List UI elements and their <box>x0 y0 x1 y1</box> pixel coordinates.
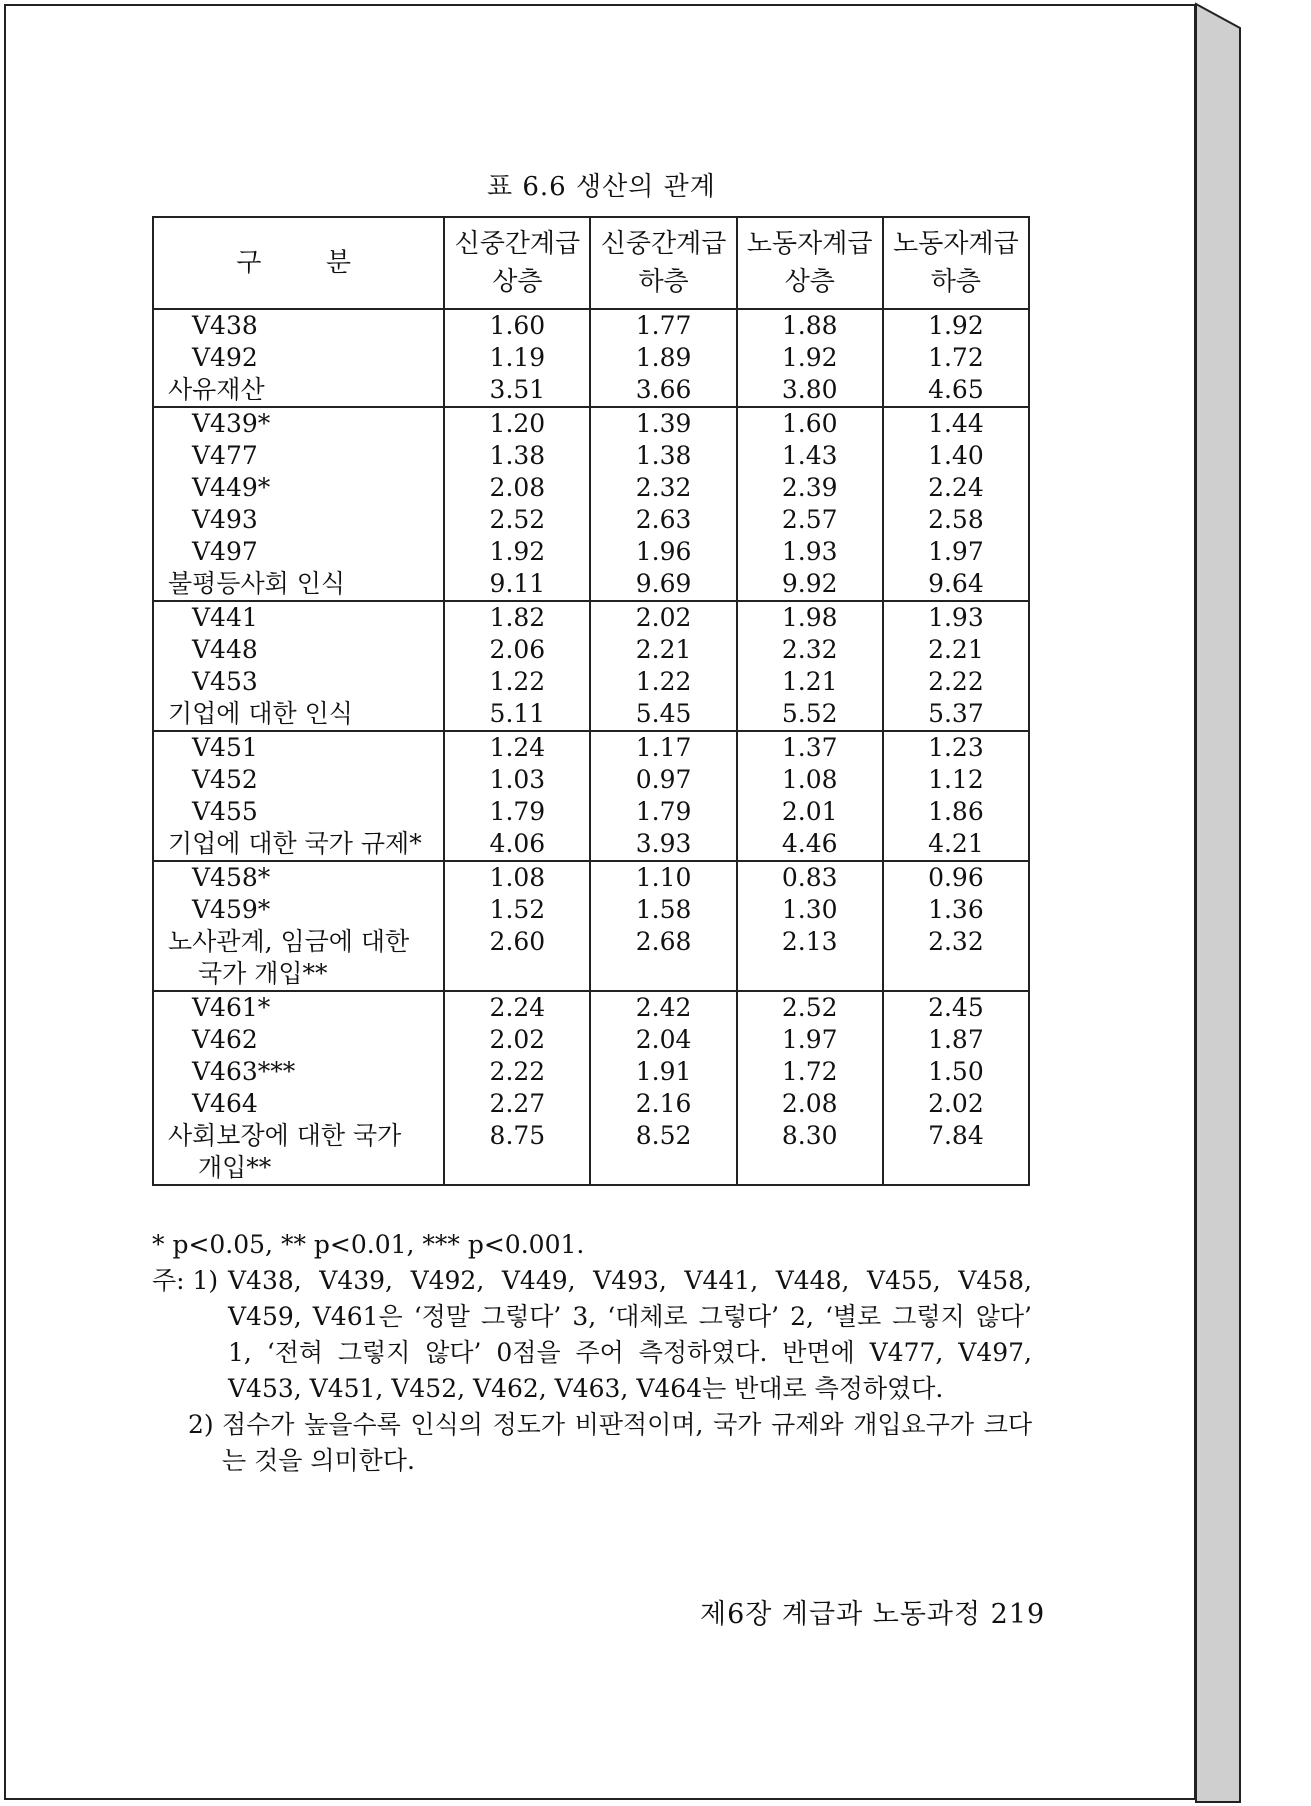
value-cell: 1.23 <box>883 731 1029 764</box>
value-cell: 1.72 <box>883 342 1029 374</box>
value-cell: 2.42 <box>590 991 736 1024</box>
value-cell: 2.02 <box>883 1088 1029 1120</box>
summary-label-cell <box>153 828 444 861</box>
value-cell: 1.79 <box>444 796 590 828</box>
summary-label-cell <box>153 926 444 991</box>
value-cell: 0.83 <box>737 861 883 894</box>
value-cell: 1.08 <box>444 861 590 894</box>
value-cell: 1.92 <box>444 536 590 568</box>
row-label: V452 <box>192 765 258 794</box>
value-cell: 0.97 <box>590 764 736 796</box>
table-row <box>153 991 1029 1024</box>
value-cell: 1.43 <box>737 440 883 472</box>
table-row <box>153 1024 1029 1056</box>
note-2-number: 2) <box>188 1410 214 1439</box>
value-cell: 1.91 <box>590 1056 736 1088</box>
table-row <box>153 634 1029 666</box>
item-label-cell <box>153 440 444 472</box>
value-cell: 1.08 <box>737 764 883 796</box>
item-label-cell <box>153 536 444 568</box>
value-cell: 4.21 <box>883 828 1029 861</box>
header-col-4: 노동자계급 하층 <box>883 217 1029 309</box>
value-cell: 4.06 <box>444 828 590 861</box>
header-col-1: 신중간계급 상층 <box>444 217 590 309</box>
row-label: V438 <box>192 311 258 340</box>
item-label-cell <box>153 796 444 828</box>
value-cell: 4.65 <box>883 374 1029 407</box>
value-cell: 1.58 <box>590 894 736 926</box>
header-label-cell <box>153 217 444 309</box>
table-body <box>153 309 1029 1185</box>
value-cell: 1.17 <box>590 731 736 764</box>
value-cell: 8.52 <box>590 1120 736 1185</box>
row-label: 불평등사회 인식 <box>168 569 345 598</box>
note-prefix: 주: 1) <box>152 1266 219 1295</box>
header-label-right: 분 <box>325 248 352 278</box>
page-footer: 제6장 계급과 노동과정 219 <box>700 1599 1046 1630</box>
value-cell: 3.93 <box>590 828 736 861</box>
value-cell: 1.22 <box>590 666 736 698</box>
value-cell: 1.98 <box>737 601 883 634</box>
item-label-cell <box>153 504 444 536</box>
item-label-cell <box>153 601 444 634</box>
row-label: V451 <box>192 733 258 762</box>
value-cell: 2.57 <box>737 504 883 536</box>
value-cell: 9.11 <box>444 568 590 601</box>
value-cell: 5.37 <box>883 698 1029 731</box>
item-label-cell <box>153 894 444 926</box>
value-cell: 1.22 <box>444 666 590 698</box>
table-row <box>153 309 1029 342</box>
value-cell: 2.22 <box>883 666 1029 698</box>
value-cell: 2.58 <box>883 504 1029 536</box>
table-row <box>153 1088 1029 1120</box>
significance-note: * p<0.05, ** p<0.01, *** p<0.001. <box>152 1230 585 1259</box>
value-cell: 1.38 <box>590 440 736 472</box>
value-cell: 1.97 <box>737 1024 883 1056</box>
notes <box>152 1227 1032 1479</box>
value-cell: 1.92 <box>737 342 883 374</box>
value-cell: 1.10 <box>590 861 736 894</box>
row-label: V492 <box>192 343 258 372</box>
value-cell: 2.39 <box>737 472 883 504</box>
value-cell: 1.52 <box>444 894 590 926</box>
item-label-cell <box>153 407 444 440</box>
value-cell: 2.08 <box>737 1088 883 1120</box>
value-cell: 1.88 <box>737 309 883 342</box>
value-cell: 1.93 <box>883 601 1029 634</box>
item-label-cell <box>153 1088 444 1120</box>
item-label-cell <box>153 342 444 374</box>
value-cell: 2.02 <box>590 601 736 634</box>
row-label: 기업에 대한 인식 <box>168 699 353 728</box>
note-2 <box>152 1407 1032 1479</box>
value-cell: 1.03 <box>444 764 590 796</box>
value-cell: 1.82 <box>444 601 590 634</box>
value-cell: 2.06 <box>444 634 590 666</box>
table-row <box>153 440 1029 472</box>
value-cell: 3.51 <box>444 374 590 407</box>
row-label: V453 <box>192 667 258 696</box>
row-label: V477 <box>192 441 258 470</box>
value-cell: 8.30 <box>737 1120 883 1185</box>
item-label-cell <box>153 731 444 764</box>
row-label: V448 <box>192 635 258 664</box>
table-row <box>153 1120 1029 1185</box>
value-cell: 2.52 <box>444 504 590 536</box>
value-cell: 2.27 <box>444 1088 590 1120</box>
value-cell: 1.30 <box>737 894 883 926</box>
table-row <box>153 601 1029 634</box>
value-cell: 1.50 <box>883 1056 1029 1088</box>
header-row <box>153 217 1029 309</box>
row-label: 기업에 대한 국가 규제* <box>168 829 422 858</box>
value-cell: 5.45 <box>590 698 736 731</box>
table-row <box>153 504 1029 536</box>
value-cell: 1.72 <box>737 1056 883 1088</box>
table-row <box>153 796 1029 828</box>
item-label-cell <box>153 764 444 796</box>
value-cell: 2.21 <box>883 634 1029 666</box>
value-cell: 2.24 <box>883 472 1029 504</box>
item-label-cell <box>153 1056 444 1088</box>
row-label: 노사관계, 임금에 대한 <box>168 927 410 956</box>
row-label: V449* <box>192 473 271 502</box>
value-cell: 2.04 <box>590 1024 736 1056</box>
note-1 <box>152 1263 1032 1407</box>
table-row <box>153 342 1029 374</box>
table-row <box>153 666 1029 698</box>
value-cell: 2.68 <box>590 926 736 991</box>
value-cell: 2.60 <box>444 926 590 991</box>
table-caption: 표 6.6 생산의 관계 <box>487 172 716 202</box>
row-label: V439* <box>192 409 271 438</box>
table-row <box>153 472 1029 504</box>
value-cell: 2.32 <box>737 634 883 666</box>
value-cell: 1.93 <box>737 536 883 568</box>
row-label: V455 <box>192 797 258 826</box>
value-cell: 2.52 <box>737 991 883 1024</box>
value-cell: 3.66 <box>590 374 736 407</box>
value-cell: 9.92 <box>737 568 883 601</box>
value-cell: 3.80 <box>737 374 883 407</box>
row-label: V461* <box>192 993 271 1022</box>
row-label: V463*** <box>192 1057 296 1086</box>
value-cell: 9.64 <box>883 568 1029 601</box>
item-label-cell <box>153 666 444 698</box>
value-cell: 1.77 <box>590 309 736 342</box>
value-cell: 5.52 <box>737 698 883 731</box>
value-cell: 1.12 <box>883 764 1029 796</box>
table-row <box>153 698 1029 731</box>
value-cell: 4.46 <box>737 828 883 861</box>
header-col-2: 신중간계급 하층 <box>590 217 736 309</box>
row-label-continued: 개입** <box>198 1153 272 1182</box>
value-cell: 2.45 <box>883 991 1029 1024</box>
row-label: V497 <box>192 537 258 566</box>
value-cell: 1.40 <box>883 440 1029 472</box>
value-cell: 1.60 <box>444 309 590 342</box>
value-cell: 2.01 <box>737 796 883 828</box>
item-label-cell <box>153 861 444 894</box>
table-row <box>153 731 1029 764</box>
value-cell: 2.32 <box>883 926 1029 991</box>
value-cell: 1.44 <box>883 407 1029 440</box>
row-label: V493 <box>192 505 258 534</box>
value-cell: 1.24 <box>444 731 590 764</box>
value-cell: 2.08 <box>444 472 590 504</box>
value-cell: 1.36 <box>883 894 1029 926</box>
table-row <box>153 568 1029 601</box>
table-row <box>153 828 1029 861</box>
table-row <box>153 536 1029 568</box>
value-cell: 2.32 <box>590 472 736 504</box>
value-cell: 1.37 <box>737 731 883 764</box>
value-cell: 1.89 <box>590 342 736 374</box>
header-label-left: 구 <box>236 248 262 278</box>
value-cell: 1.92 <box>883 309 1029 342</box>
table-row <box>153 764 1029 796</box>
value-cell: 2.02 <box>444 1024 590 1056</box>
value-cell: 8.75 <box>444 1120 590 1185</box>
item-label-cell <box>153 634 444 666</box>
note-2-text: 점수가 높을수록 인식의 정도가 비판적이며, 국가 규제와 개입요구가 크다는 것을 의미한다. <box>222 1410 1032 1475</box>
row-label: V464 <box>192 1089 258 1118</box>
value-cell: 1.39 <box>590 407 736 440</box>
value-cell: 2.24 <box>444 991 590 1024</box>
summary-label-cell <box>153 374 444 407</box>
table-row <box>153 407 1029 440</box>
value-cell: 1.21 <box>737 666 883 698</box>
note-1-text: V438, V439, V492, V449, V493, V441, V448, V455, V458, V459, V461은 ‘정말 그렇다’ 3, ‘대체로 그렇다’ 2, ‘별로 그렇지 않다’ 1, ‘전혀 그렇지 않다’ 0점을 주어 측정하였다. 반면에 V477, V497, V453, V451, V452, V462, V463, V464는 반대로 측정하였다. <box>228 1266 1032 1403</box>
value-cell: 1.19 <box>444 342 590 374</box>
row-label: V459* <box>192 895 271 924</box>
value-cell: 2.13 <box>737 926 883 991</box>
row-label: 사유재산 <box>168 375 265 404</box>
row-label: V462 <box>192 1025 258 1054</box>
value-cell: 2.16 <box>590 1088 736 1120</box>
row-label: V458* <box>192 863 271 892</box>
value-cell: 1.79 <box>590 796 736 828</box>
value-cell: 1.96 <box>590 536 736 568</box>
value-cell: 1.87 <box>883 1024 1029 1056</box>
value-cell: 2.22 <box>444 1056 590 1088</box>
value-cell: 1.38 <box>444 440 590 472</box>
row-label: 사회보장에 대한 국가 <box>168 1121 402 1150</box>
table-row <box>153 894 1029 926</box>
value-cell: 5.11 <box>444 698 590 731</box>
value-cell: 7.84 <box>883 1120 1029 1185</box>
header-col-3: 노동자계급 상층 <box>737 217 883 309</box>
item-label-cell <box>153 1024 444 1056</box>
value-cell: 0.96 <box>883 861 1029 894</box>
row-label: V441 <box>192 603 258 632</box>
item-label-cell <box>153 991 444 1024</box>
value-cell: 2.21 <box>590 634 736 666</box>
value-cell: 1.86 <box>883 796 1029 828</box>
value-cell: 9.69 <box>590 568 736 601</box>
summary-label-cell <box>153 698 444 731</box>
table-row <box>153 926 1029 991</box>
value-cell: 2.63 <box>590 504 736 536</box>
table-row <box>153 374 1029 407</box>
summary-label-cell <box>153 1120 444 1185</box>
row-label-continued: 국가 개입** <box>198 959 328 988</box>
value-cell: 1.60 <box>737 407 883 440</box>
table-row <box>153 1056 1029 1088</box>
summary-label-cell <box>153 568 444 601</box>
value-cell: 1.97 <box>883 536 1029 568</box>
item-label-cell <box>153 472 444 504</box>
data-table <box>152 216 1030 1186</box>
value-cell: 1.20 <box>444 407 590 440</box>
item-label-cell <box>153 309 444 342</box>
table-row <box>153 861 1029 894</box>
